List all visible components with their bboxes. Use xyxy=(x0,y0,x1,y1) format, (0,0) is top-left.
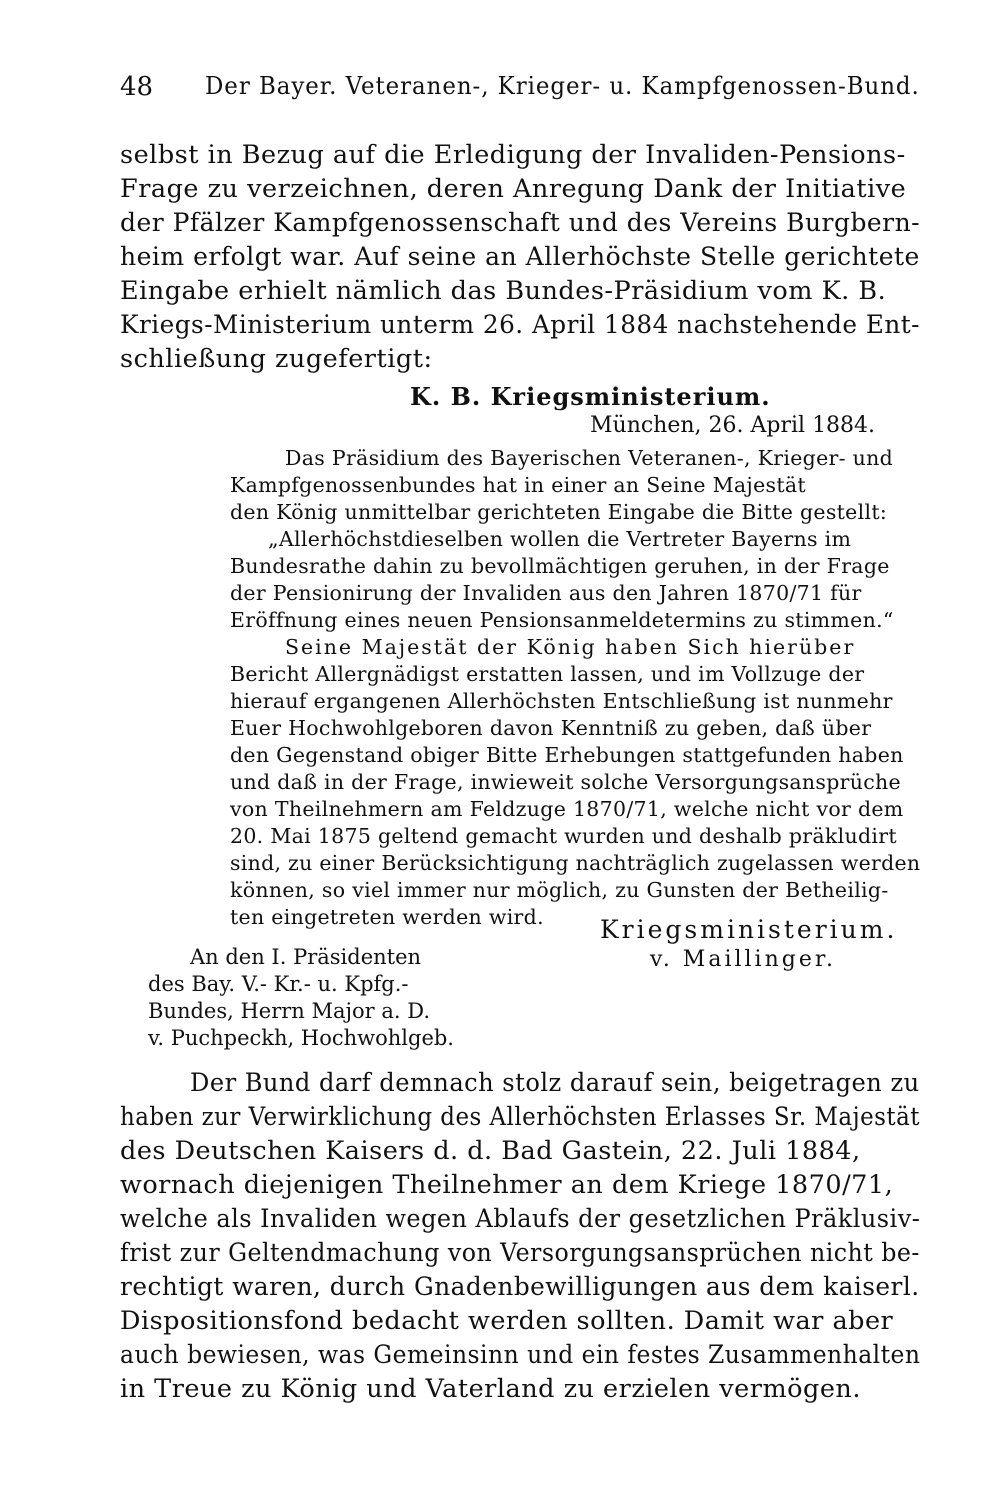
closing-line: haben zur Verwirklichung des Allerhöchsten Erlasses Sr. Majestät xyxy=(120,1102,920,1132)
document-line: den Gegenstand obiger Bitte Erhebungen stattgefunden haben xyxy=(230,743,904,767)
intro-line: selbst in Bezug auf die Erledigung der Invaliden-Pensions- xyxy=(120,140,906,170)
document-line: von Theilnehmern am Feldzuge 1870/71, welche nicht vor dem xyxy=(230,797,904,821)
document-line: Bericht Allergnädigst erstatten lassen, und im Vollzuge der xyxy=(230,662,865,686)
intro-line: Kriegs-Ministerium unterm 26. April 1884 nachstehende Ent- xyxy=(120,310,921,340)
document-line: Bundesrathe dahin zu bevollmächtigen geruhen, in der Frage xyxy=(230,554,890,578)
page-number: 48 xyxy=(120,72,154,102)
signature-ministry: Kriegsministerium. xyxy=(600,915,898,944)
document-line: können, so viel immer nur möglich, zu Gunsten der Betheilig- xyxy=(230,878,889,902)
address-line: v. Puchpeckh, Hochwohlgeb. xyxy=(148,1026,454,1050)
document-line: hierauf ergangenen Allerhöchsten Entschließung ist nunmehr xyxy=(230,689,893,713)
document-line: 20. Mai 1875 geltend gemacht wurden und deshalb präkludirt xyxy=(230,824,897,848)
closing-line: wornach diejenigen Theilnehmer an dem Kriege 1870/71, xyxy=(120,1170,894,1200)
document-line: Seine Majestät der König haben Sich hierüber xyxy=(285,635,856,659)
document-issuer: K. B. Kriegsministerium. xyxy=(410,382,771,411)
address-line: des Bay. V.- Kr.- u. Kpfg.- xyxy=(148,972,409,996)
document-line: den König unmittelbar gerichteten Eingabe die Bitte gestellt: xyxy=(230,500,888,524)
intro-line: Frage zu verzeichnen, deren Anregung Dank der Initiative xyxy=(120,174,907,204)
closing-line: des Deutschen Kaisers d. d. Bad Gastein, 22. Juli 1884, xyxy=(120,1136,861,1166)
intro-line: Eingabe erhielt nämlich das Bundes-Präsidium vom K. B. xyxy=(120,276,887,306)
running-title: Der Bayer. Veteranen-, Krieger- u. Kampfgenossen-Bund. xyxy=(205,72,920,100)
intro-line: schließung zugefertigt: xyxy=(120,344,433,374)
intro-line: heim erfolgt war. Auf seine an Allerhöchste Stelle gerichtete xyxy=(120,242,920,272)
document-line: Kampfgenossenbundes hat in einer an Seine Majestät xyxy=(230,473,806,497)
closing-line: in Treue zu König und Vaterland zu erzielen vermögen. xyxy=(120,1374,861,1404)
document-line: „Allerhöchstdieselben wollen die Vertreter Bayerns im xyxy=(268,527,852,551)
closing-line: frist zur Geltendmachung von Versorgungsansprüchen nicht be- xyxy=(120,1238,920,1268)
document-place-date: München, 26. April 1884. xyxy=(590,413,876,438)
closing-line: rechtigt waren, durch Gnadenbewilligungen aus dem kaiserl. xyxy=(120,1272,920,1302)
document-line: Euer Hochwohlgeboren davon Kenntniß zu geben, daß über xyxy=(230,716,872,740)
closing-line: welche als Invaliden wegen Ablaufs der gesetzlichen Präklusiv- xyxy=(120,1204,921,1234)
document-line: Das Präsidium des Bayerischen Veteranen-, Krieger- und xyxy=(285,446,894,470)
document-line: Eröffnung eines neuen Pensionsanmeldetermins zu stimmen.“ xyxy=(230,608,894,632)
intro-line: der Pfälzer Kampfgenossenschaft und des Vereins Burgbern- xyxy=(120,208,921,238)
closing-line: Der Bund darf demnach stolz darauf sein, beigetragen zu xyxy=(190,1068,920,1098)
document-line: sind, zu einer Berücksichtigung nachträglich zugelassen werden xyxy=(230,851,921,875)
address-line: An den I. Präsidenten xyxy=(190,945,422,969)
address-line: Bundes, Herrn Major a. D. xyxy=(148,999,431,1023)
document-line: der Pensionirung der Invaliden aus den Jahren 1870/71 für xyxy=(230,581,862,605)
closing-line: auch bewiesen, was Gemeinsinn und ein festes Zusammenhalten xyxy=(120,1340,921,1370)
closing-line: Dispositionsfond bedacht werden sollten. Damit war aber xyxy=(120,1306,894,1336)
document-line: ten eingetreten werden wird. xyxy=(230,905,544,929)
signatory-name: v. Maillinger. xyxy=(650,947,836,972)
document-line: und daß in der Frage, inwieweit solche Versorgungsansprüche xyxy=(230,770,901,794)
